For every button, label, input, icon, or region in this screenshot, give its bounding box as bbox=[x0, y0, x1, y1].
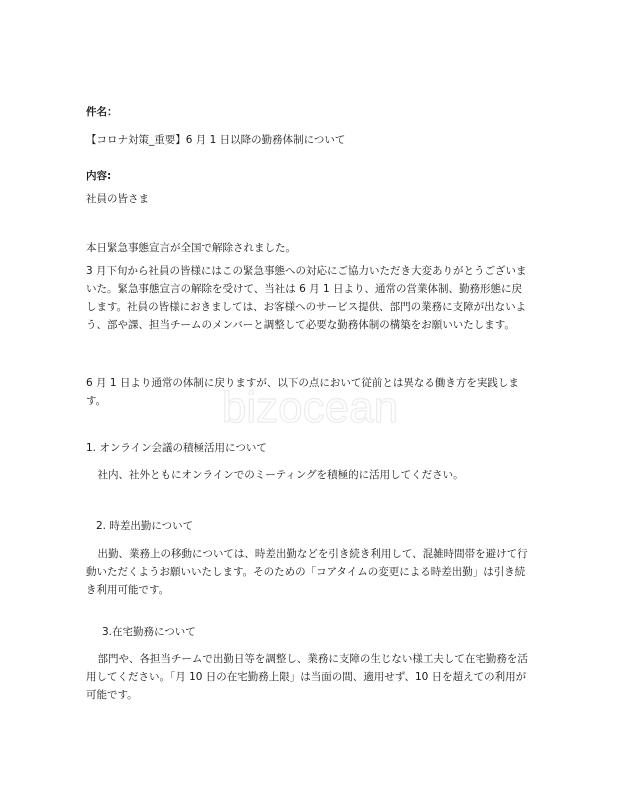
paragraph-3: 6 月 1 日より通常の体制に戻りますが、以下の点において従前とは異なる働き方を実践します。 bbox=[86, 377, 519, 407]
section-3-title: 3.在宅勤務について bbox=[102, 626, 196, 638]
greeting: 社員の皆さま bbox=[86, 193, 149, 205]
section-1-title: 1. オンライン会議の積極活用について bbox=[86, 442, 267, 454]
watermark-text: bizocean bbox=[221, 383, 399, 432]
subject-line: 【コロナ対策_重要】6 月 1 日以降の勤務体制について bbox=[86, 134, 346, 146]
section-2-title: 2. 時差出勤について bbox=[96, 520, 194, 532]
section-1-body: 社内、社外ともにオンラインでのミーティングを積極的に活用してください。 bbox=[97, 469, 464, 481]
paragraph-1: 本日緊急事態宣言が全国で解除されました。 bbox=[86, 242, 296, 254]
subject-label: 件名： bbox=[86, 106, 118, 118]
paragraph-2: 3 月下旬から社員の皆様にはこの緊急事態への対応にご協力いただき大変ありがとうございまいた。緊急事態宣言の解除を受けて、当社は 6 月 1 日より、通常の営業体制、勤務形態に戻します。社員の皆様におきましては、お客様へのサービス提供、部門の業務に支障が出ないよう、部や課、担当チームのメンバーと調整して必要な勤務体制の構築をお願いいたします。 bbox=[86, 265, 527, 331]
section-2-body: 出勤、業務上の移動については、時差出勤などを引き続き利用して、混雑時間帯を避けて行動いただくようお願いいたします。そのための「コアタイムの変更による時差出勤」は引き続き利用可能です。 bbox=[86, 548, 528, 596]
content-label: 内容: bbox=[86, 170, 112, 182]
section-3-body: 部門や、各担当チームで出勤日等を調整し、業務に支障の生じない様工夫して在宅勤務を活用してください。「月 10 日の在宅勤務上限」は当面の間、適用せず、10 日を超えての利用が可能です。 bbox=[86, 653, 528, 701]
